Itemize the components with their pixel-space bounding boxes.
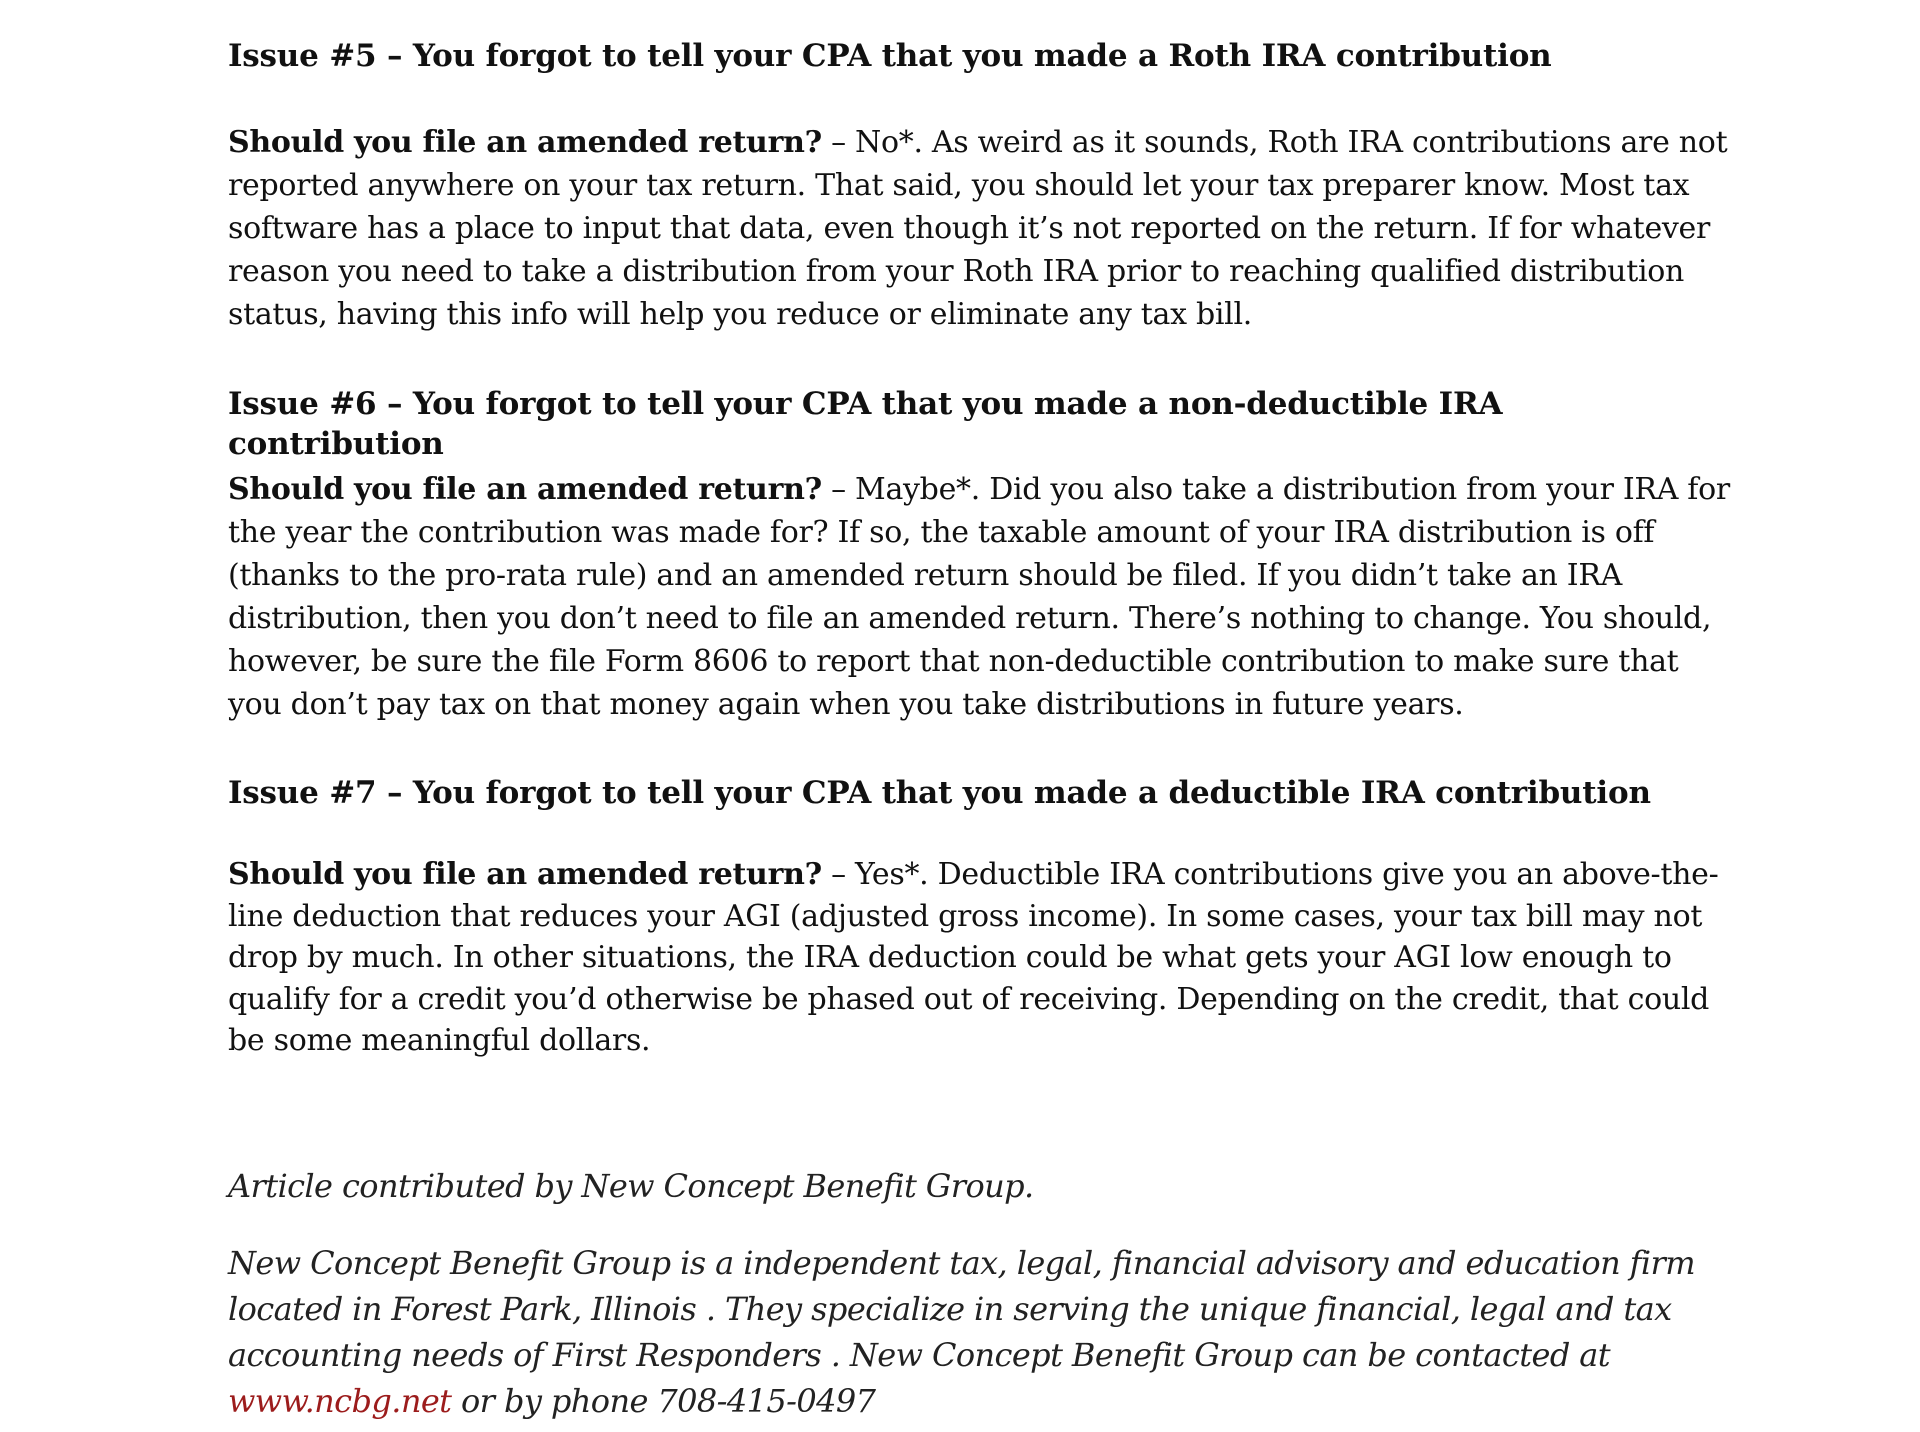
issue-5-answer: [228, 121, 1738, 336]
company-about: [228, 1240, 1728, 1424]
issue-6-heading: Issue #6 – You forgot to tell your CPA that you made a non-deductible IRA contribution: [228, 386, 1503, 462]
issue-7-answer-text: – Yes*. Deductible IRA contributions give you an above-the-line deduction that reduces your AGI (adjusted gross income). In some cases, your tax bill may not drop by much. In other situations, the IRA deduction could be what gets your AGI low enough to qualify for a credit you’d otherwise be phased out of receiving. Depending on the credit, that could be some meaningful dollars.: [228, 857, 1719, 1058]
website-link[interactable]: www.ncbg.net: [228, 1382, 452, 1420]
company-phone: or by phone 708-415-0497: [451, 1382, 876, 1420]
issue-5-heading: Issue #5 – You forgot to tell your CPA that you made a Roth IRA contribution: [228, 38, 1552, 74]
issue-6-answer: [228, 468, 1738, 726]
issue-7-question: Should you file an amended return?: [228, 857, 822, 892]
issue-7-heading: Issue #7 – You forgot to tell your CPA that you made a deductible IRA contribution: [228, 775, 1651, 811]
article-credit: Article contributed by New Concept Benefit Group.: [228, 1167, 1034, 1205]
issue-7-answer: [228, 854, 1738, 1062]
issue-6-answer-text: – Maybe*. Did you also take a distribution from your IRA for the year the contribution was made for? If so, the taxable amount of your IRA distribution is off (thanks to the pro-rata rule) and an amended return should be filed. If you didn’t take an IRA distribution, then you don’t need to file an amended return. There’s nothing to change. You should, however, be sure the file Form 8606 to report that non-deductible contribution to make sure that you don’t pay tax on that money again when you take distributions in future years.: [228, 472, 1730, 722]
issue-6-question: Should you file an amended return?: [228, 472, 822, 507]
issue-5-question: Should you file an amended return?: [228, 125, 822, 160]
company-about-text: New Concept Benefit Group is a independent tax, legal, financial advisory and education firm located in Forest Park, Illinois . They specialize in serving the unique financial, legal and tax accounting needs of First Responders . New Concept Benefit Group can be contacted at: [228, 1244, 1695, 1374]
issue-5-answer-text: – No*. As weird as it sounds, Roth IRA contributions are not reported anywhere on your tax return. That said, you should let your tax preparer know. Most tax software has a place to input that data, even though it’s not reported on the return. If for whatever reason you need to take a distribution from your Roth IRA prior to reaching qualified distribution status, having this info will help you reduce or eliminate any tax bill.: [228, 125, 1728, 332]
